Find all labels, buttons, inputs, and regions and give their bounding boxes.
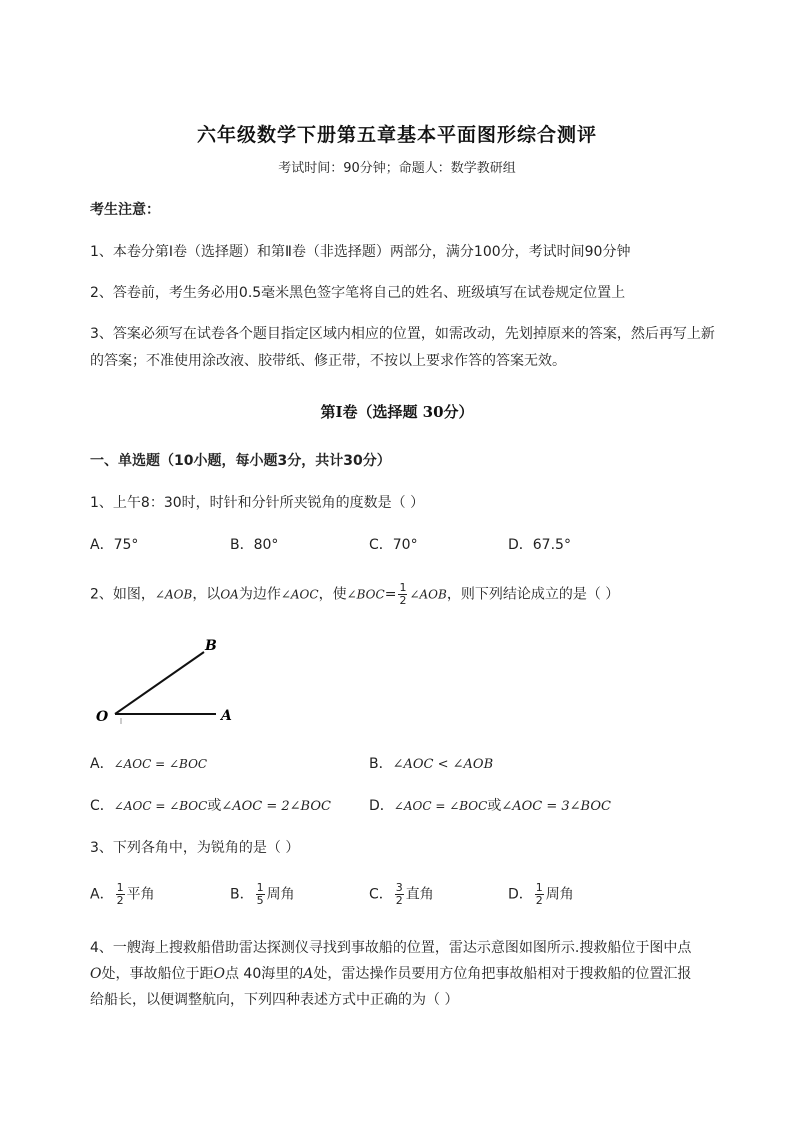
q2-option-b: B．∠AOC < ∠AOB bbox=[369, 756, 494, 772]
q3-fraction: $\frac{1}{2}$ bbox=[116, 881, 124, 907]
question-3-stem: 3、下列各角中，为锐角的是（ ） bbox=[90, 840, 300, 856]
q2-option-d-math: ∠AOC = ∠BOC bbox=[393, 799, 488, 813]
q2-option-a: A．∠AOC = ∠BOC bbox=[90, 756, 208, 772]
q2-option-c-math: ∠AOC = 2∠BOC bbox=[221, 799, 331, 814]
q2-text: ，以 bbox=[192, 586, 221, 603]
q2-angle-aoc: ∠AOC bbox=[280, 587, 319, 602]
q2-equals: = bbox=[384, 586, 397, 603]
notice-item-3: 3、答案必须写在试卷各个题目指定区域内相应的位置，如需改动，先划掉原来的答案，然后再写上新 bbox=[90, 326, 715, 342]
q2-text: ，则下列结论成立的是（ ） bbox=[446, 586, 620, 603]
q3-option-c: C． $\frac{3}{2}$ 直角 bbox=[369, 881, 434, 907]
part-heading: 一、单选题（10小题，每小题3分，共计30分） bbox=[90, 453, 391, 469]
exam-info: 考试时间：90分钟；命题人：数学教研组 bbox=[278, 161, 516, 176]
q1-option-b: B．80° bbox=[230, 537, 279, 553]
q2-text: 2、如图， bbox=[90, 586, 155, 603]
question-4-line-3: 给船长，以便调整航向，下列四种表述方式中正确的为（ ） bbox=[90, 992, 459, 1008]
q2-option-c-math: ∠AOC = ∠BOC bbox=[113, 799, 208, 813]
notice-item-2: 2、答卷前，考生务必用0.5毫米黑色签字笔将自己的姓名、班级填写在试卷规定位置上 bbox=[90, 285, 626, 301]
label-b: B bbox=[205, 638, 217, 654]
label-o: O bbox=[96, 709, 109, 725]
notice-item-3-cont: 的答案；不准使用涂改液、胶带纸、修正带，不按以上要求作答的答案无效。 bbox=[90, 353, 566, 369]
q3-option-a: A． $\frac{1}{2}$ 平角 bbox=[90, 881, 155, 907]
ray-ob bbox=[115, 652, 204, 714]
q3-option-b: B． $\frac{1}{5}$ 周角 bbox=[230, 881, 295, 907]
q3-fraction: $\frac{3}{2}$ bbox=[395, 881, 403, 907]
q2-option-d-math: ∠AOC = 3∠BOC bbox=[501, 799, 611, 814]
q1-option-c: C．70° bbox=[369, 537, 418, 553]
q2-text: 为边作 bbox=[238, 586, 281, 603]
section-title: 第I卷（选择题 30分） bbox=[320, 403, 474, 421]
q2-option-b-math: ∠AOC < ∠AOB bbox=[392, 757, 494, 772]
notice-item-1: 1、本卷分第I卷（选择题）和第Ⅱ卷（非选择题）两部分，满分100分，考试时间90分钟 bbox=[90, 244, 631, 260]
question-4-line-2: O处，事故船位于距O点 40海里的A处，雷达操作员要用方位角把事故船相对于搜救船的位置汇报 bbox=[90, 966, 692, 982]
question-1-stem: 1、上午8：30时，时针和分针所夹锐角的度数是（ ） bbox=[90, 495, 425, 511]
q2-option-a-math: ∠AOC = ∠BOC bbox=[113, 757, 208, 771]
q2-option-d: D．∠AOC = ∠BOC或∠AOC = 3∠BOC bbox=[369, 798, 611, 814]
question-2-stem bbox=[90, 582, 619, 607]
q3-fraction: $\frac{1}{5}$ bbox=[256, 881, 264, 907]
q2-option-c: C．∠AOC = ∠BOC或∠AOC = 2∠BOC bbox=[90, 798, 331, 814]
q2-angle-aob: ∠AOB bbox=[409, 587, 447, 602]
question-4-line-1: 4、一艘海上搜救船借助雷达探测仪寻找到事故船的位置，雷达示意图如图所示.搜救船位于图中点 bbox=[90, 940, 692, 956]
q2-fraction: $\frac{1}{2}$ bbox=[399, 581, 407, 607]
q2-ray-oa: OA bbox=[220, 587, 239, 602]
q2-angle-aob: ∠AOB bbox=[154, 587, 193, 602]
notice-heading: 考生注意： bbox=[90, 202, 160, 218]
label-a: A bbox=[221, 708, 232, 724]
q2-angle-boc: ∠BOC bbox=[346, 587, 385, 602]
q1-option-d: D．67.5° bbox=[508, 537, 571, 553]
q2-text: ，使 bbox=[318, 586, 347, 603]
angle-diagram bbox=[88, 628, 248, 738]
q3-option-d: D． $\frac{1}{2}$ 周角 bbox=[508, 881, 574, 907]
q3-fraction: $\frac{1}{2}$ bbox=[535, 881, 543, 907]
page-title: 六年级数学下册第五章基本平面图形综合测评 bbox=[196, 124, 597, 146]
angle-figure bbox=[88, 628, 248, 738]
q1-option-a: A．75° bbox=[90, 537, 139, 553]
